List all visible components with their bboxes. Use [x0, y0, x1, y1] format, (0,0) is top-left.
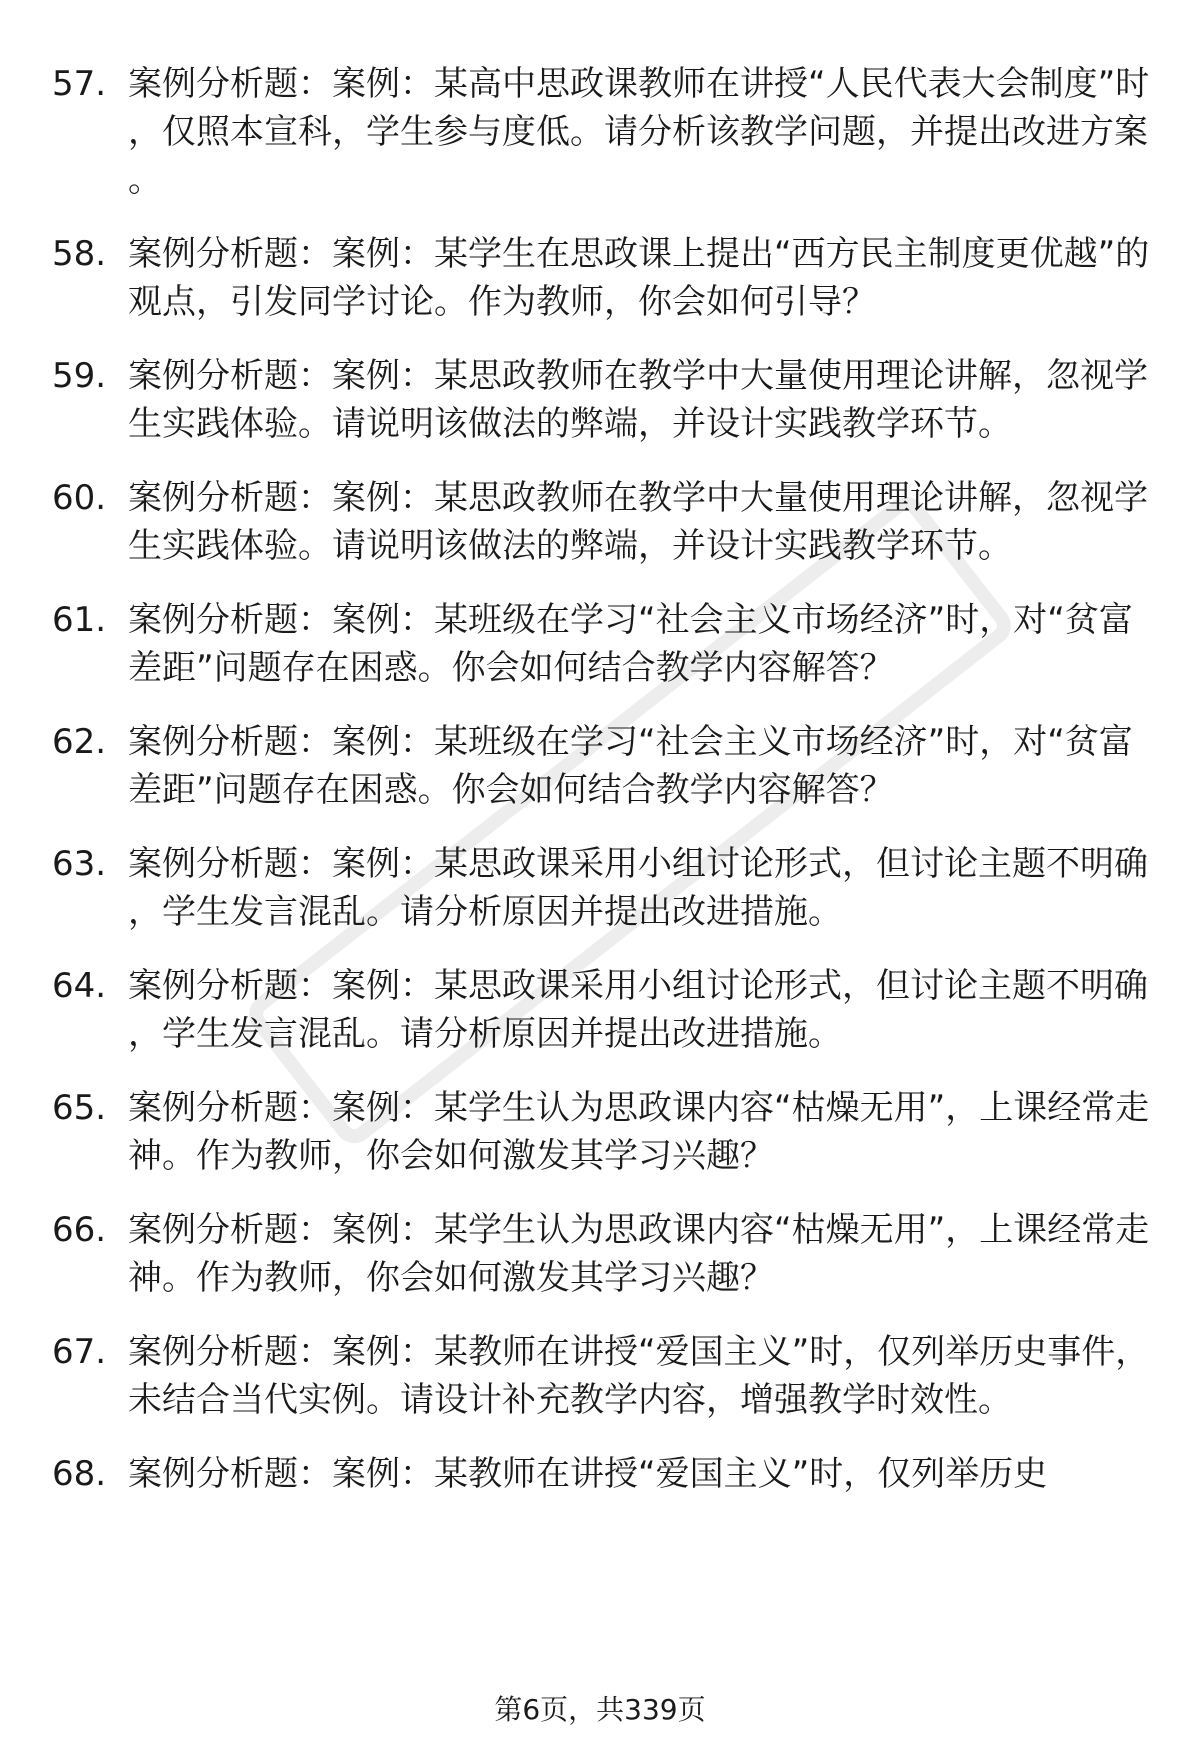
question-text: 案例分析题：案例：某教师在讲授“爱国主义”时，仅列举历史事件，未结合当代实例。请设计补充教学内容，增强教学时效性。 — [128, 1332, 1150, 1420]
question-text: 案例分析题：案例：某学生认为思政课内容“枯燥无用”，上课经常走神。作为教师，你会如何激发其学习兴趣？ — [128, 1210, 1150, 1298]
question-number: 58. — [52, 234, 107, 274]
question-number: 65. — [52, 1088, 107, 1128]
question-number: 63. — [52, 844, 107, 884]
question-text: 案例分析题：案例：某学生认为思政课内容“枯燥无用”，上课经常走神。作为教师，你会如何激发其学习兴趣？ — [128, 1088, 1150, 1176]
question-list — [52, 60, 1152, 1524]
question-item — [52, 60, 1152, 204]
question-item — [52, 1328, 1152, 1424]
question-number: 62. — [52, 722, 107, 762]
question-number: 68. — [52, 1454, 107, 1494]
question-item — [52, 962, 1152, 1058]
question-text: 案例分析题：案例：某班级在学习“社会主义市场经济”时，对“贫富差距”问题存在困惑。你会如何结合教学内容解答？ — [128, 722, 1133, 810]
question-item — [52, 230, 1152, 326]
page-footer: 第6页，共339页 — [494, 1693, 706, 1726]
question-item — [52, 718, 1152, 814]
question-number: 64. — [52, 966, 107, 1006]
question-number: 59. — [52, 356, 107, 396]
question-text: 案例分析题：案例：某思政教师在教学中大量使用理论讲解，忽视学生实践体验。请说明该做法的弊端，并设计实践教学环节。 — [128, 478, 1148, 566]
question-item — [52, 474, 1152, 570]
question-number: 66. — [52, 1210, 107, 1250]
question-text: 案例分析题：案例：某班级在学习“社会主义市场经济”时，对“贫富差距”问题存在困惑。你会如何结合教学内容解答？ — [128, 600, 1133, 688]
question-item — [52, 352, 1152, 448]
question-text: 案例分析题：案例：某思政课采用小组讨论形式，但讨论主题不明确，学生发言混乱。请分析原因并提出改进措施。 — [128, 966, 1148, 1054]
question-number: 61. — [52, 600, 107, 640]
question-item — [52, 596, 1152, 692]
question-text: 案例分析题：案例：某思政教师在教学中大量使用理论讲解，忽视学生实践体验。请说明该做法的弊端，并设计实践教学环节。 — [128, 356, 1148, 444]
question-number: 67. — [52, 1332, 107, 1372]
question-text: 案例分析题：案例：某教师在讲授“爱国主义”时，仅列举历史 — [128, 1454, 1048, 1494]
question-text: 案例分析题：案例：某学生在思政课上提出“西方民主制度更优越”的观点，引发同学讨论。作为教师，你会如何引导？ — [128, 234, 1150, 322]
question-item — [52, 1206, 1152, 1302]
question-item — [52, 1084, 1152, 1180]
question-text: 案例分析题：案例：某高中思政课教师在讲授“人民代表大会制度”时，仅照本宣科，学生参与度低。请分析该教学问题，并提出改进方案。 — [128, 64, 1150, 200]
question-text: 案例分析题：案例：某思政课采用小组讨论形式，但讨论主题不明确，学生发言混乱。请分析原因并提出改进措施。 — [128, 844, 1148, 932]
question-number: 60. — [52, 478, 107, 518]
question-number: 57. — [52, 64, 107, 104]
question-item — [52, 840, 1152, 936]
question-item — [52, 1450, 1152, 1498]
